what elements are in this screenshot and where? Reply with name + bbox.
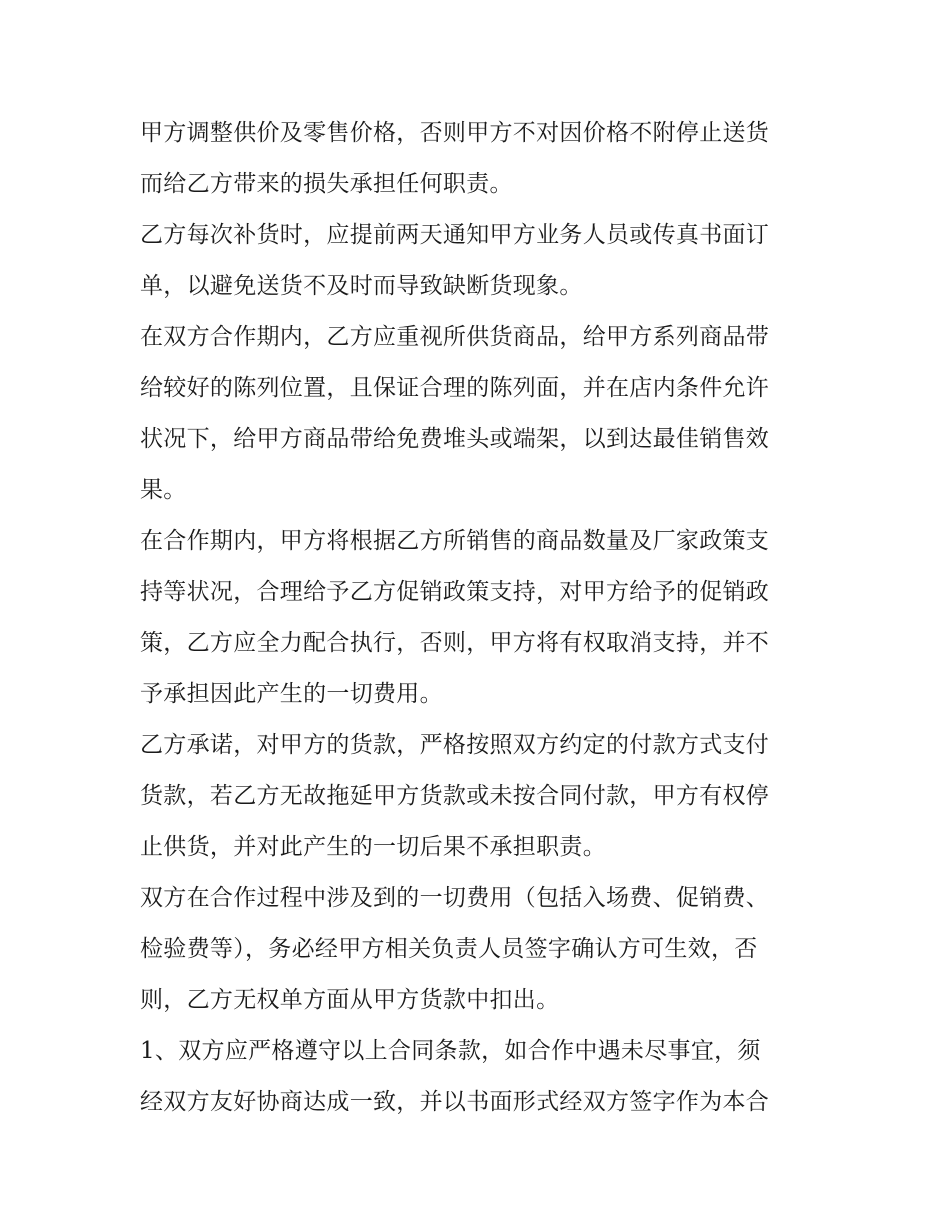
text-line: 双方在合作过程中涉及到的一切费用（包括入场费、促销费、 <box>140 885 770 911</box>
text-line: 予承担因此产生的一切费用。 <box>140 681 443 707</box>
text-line: 单，以避免送货不及时而导致缺断货现象。 <box>140 273 583 299</box>
text-line: 1、双方应严格遵守以上合同条款，如合作中遇未尽事宜，须 <box>140 1038 761 1064</box>
text-line: 甲方调整供价及零售价格，否则甲方不对因价格不附停止送货 <box>140 120 770 146</box>
text-line: 检验费等），务必经甲方相关负责人员签字确认方可生效，否 <box>140 936 758 962</box>
text-line: 经双方友好协商达成一致，并以书面形式经双方签字作为本合 <box>140 1089 770 1115</box>
text-line: 在双方合作期内，乙方应重视所供货商品，给甲方系列商品带 <box>140 324 770 350</box>
text-line: 在合作期内，甲方将根据乙方所销售的商品数量及厂家政策支 <box>140 528 770 554</box>
text-line: 给较好的陈列位置，且保证合理的陈列面，并在店内条件允许 <box>140 375 770 401</box>
text-line: 乙方承诺，对甲方的货款，严格按照双方约定的付款方式支付 <box>140 732 770 758</box>
document-page <box>140 108 812 1128</box>
text-line: 持等状况，合理给予乙方促销政策支持，对甲方给予的促销政 <box>140 579 770 605</box>
text-line: 乙方每次补货时，应提前两天通知甲方业务人员或传真书面订 <box>140 222 770 248</box>
text-line: 则，乙方无权单方面从甲方货款中扣出。 <box>140 987 560 1013</box>
text-line: 果。 <box>140 477 187 503</box>
text-line: 货款，若乙方无故拖延甲方货款或未按合同付款，甲方有权停 <box>140 783 770 809</box>
text-line: 而给乙方带来的损失承担任何职责。 <box>140 171 513 197</box>
text-line: 状况下，给甲方商品带给免费堆头或端架，以到达最佳销售效 <box>140 426 770 452</box>
text-line: 止供货，并对此产生的一切后果不承担职责。 <box>140 834 606 860</box>
text-line: 策，乙方应全力配合执行，否则，甲方将有权取消支持，并不 <box>140 630 770 656</box>
